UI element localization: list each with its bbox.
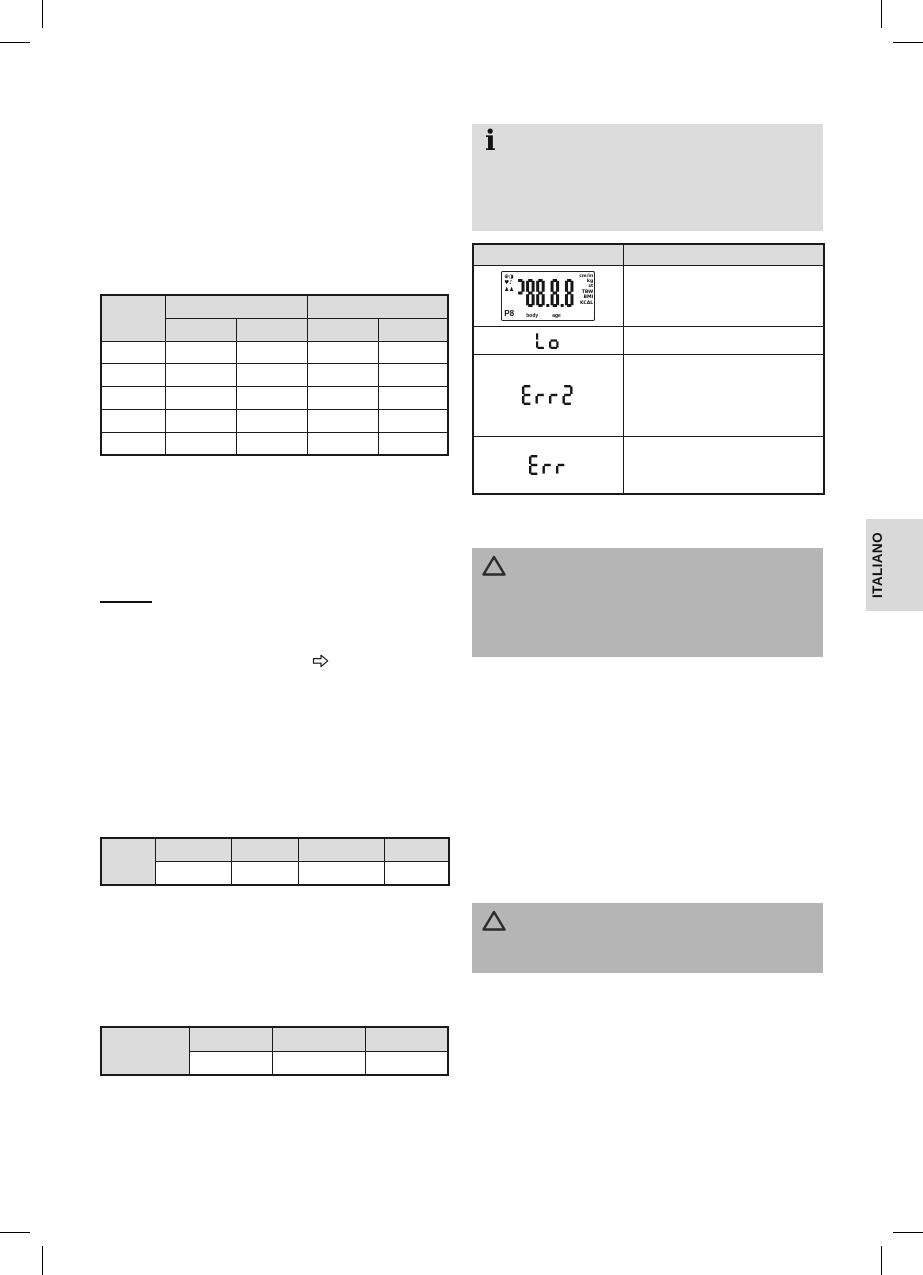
display-code-err2 [474,355,623,436]
warning-box-2 [472,903,823,973]
empty-header-cell [365,1027,448,1051]
table-row-err2 [473,354,824,436]
empty-header-cell [378,318,448,341]
empty-cell [155,861,231,885]
table-header-row [101,295,448,318]
measurement-table [100,294,449,456]
info-icon: i [485,124,496,157]
empty-cell [101,341,165,364]
empty-cell [307,341,378,364]
crop-mark-bottom-left-horizontal [0,1232,30,1233]
lcd-program-label: P8 [504,308,515,318]
language-tab-italiano [866,519,923,611]
empty-cell [307,387,378,410]
crop-mark-bottom-left-vertical [42,1246,43,1275]
empty-header-cell [231,838,298,861]
values-table-1 [100,837,450,886]
empty-header-cell [298,838,384,861]
empty-cell [236,432,307,455]
lcd-unit: kg [586,278,594,284]
empty-header-cell [101,1027,189,1075]
table-row [101,432,448,455]
empty-cell [272,1051,365,1075]
empty-header-cell [473,244,623,265]
empty-cell [623,436,824,494]
lcd-unit: cm/in [579,273,594,279]
empty-header-cell [189,1027,272,1051]
empty-cell [165,364,236,387]
empty-cell [189,1051,272,1075]
empty-header-cell [101,838,155,885]
lcd-bottom-labels [526,313,561,319]
lcd-unit: BMI [583,295,594,301]
display-code-lo [474,327,623,354]
lcd-unit: KCAL [580,300,594,306]
crop-mark-top-left-horizontal [0,42,30,43]
empty-cell [165,432,236,455]
lcd-digits [516,279,575,307]
table-row [101,364,448,387]
empty-cell [378,432,448,455]
empty-header-cell [236,318,307,341]
code-lo-cell [473,326,623,354]
empty-cell [236,364,307,387]
empty-cell [623,326,824,354]
empty-cell [378,364,448,387]
table-row-lcd [473,265,824,326]
scale-lcd-display [501,271,595,321]
display-code-table [472,243,825,495]
empty-cell [378,387,448,410]
empty-cell [384,861,449,885]
table-row [101,409,448,432]
empty-cell [307,409,378,432]
empty-header-cell [623,244,824,265]
crop-mark-top-left-vertical [42,0,43,28]
language-tab-label: ITALIANO [870,532,885,598]
code-err-cell [473,436,623,494]
crop-mark-bottom-right-vertical [881,1246,882,1275]
table-row [101,341,448,364]
warning-box-1 [472,548,823,657]
empty-header-cell [101,295,165,341]
crop-mark-bottom-right-horizontal [893,1232,923,1233]
empty-cell [236,341,307,364]
lcd-icon-row: ♥♪ [504,280,513,286]
table-row-err [473,436,824,494]
table-header-row [101,838,449,861]
values-table-2 [100,1026,449,1076]
empty-header-cell [165,318,236,341]
empty-cell [378,341,448,364]
lcd-unit-labels [576,274,593,306]
empty-cell [165,341,236,364]
empty-cell [298,861,384,885]
empty-cell [165,387,236,410]
crop-mark-top-right-horizontal [893,42,923,43]
empty-cell [236,387,307,410]
table-row-lo [473,326,824,354]
table-row [101,387,448,410]
empty-cell [623,354,824,436]
display-code-err [474,437,623,494]
empty-header-cell [155,838,231,861]
empty-cell [378,409,448,432]
empty-cell [365,1051,448,1075]
lcd-age-label: age [552,312,561,319]
table-header-row [101,1027,448,1051]
table-header-row [473,244,824,265]
empty-cell [101,409,165,432]
empty-cell [231,861,298,885]
code-err2-cell [473,354,623,436]
empty-cell [101,432,165,455]
empty-cell [236,409,307,432]
arrow-right-icon [312,654,329,668]
empty-header-cell [384,838,449,861]
empty-cell [307,432,378,455]
empty-header-cell [307,295,448,318]
lcd-person-icons: ♟♟ [504,286,515,293]
empty-header-cell [165,295,307,318]
heading-underline [100,601,152,603]
empty-cell [101,387,165,410]
empty-header-cell [272,1027,365,1051]
lcd-cell [473,265,623,326]
empty-cell [623,265,824,326]
empty-header-cell [307,318,378,341]
empty-cell [307,364,378,387]
warning-triangle-icon [482,910,506,932]
lcd-body-label: body [526,312,539,319]
lcd-icon-row: ⊕◑ [504,273,514,280]
info-box [472,124,823,231]
lcd-unit: TBW [581,289,594,295]
lcd-unit: st [588,284,594,290]
empty-cell [101,364,165,387]
empty-cell [165,409,236,432]
warning-triangle-icon [482,555,506,577]
crop-mark-top-right-vertical [881,0,882,28]
